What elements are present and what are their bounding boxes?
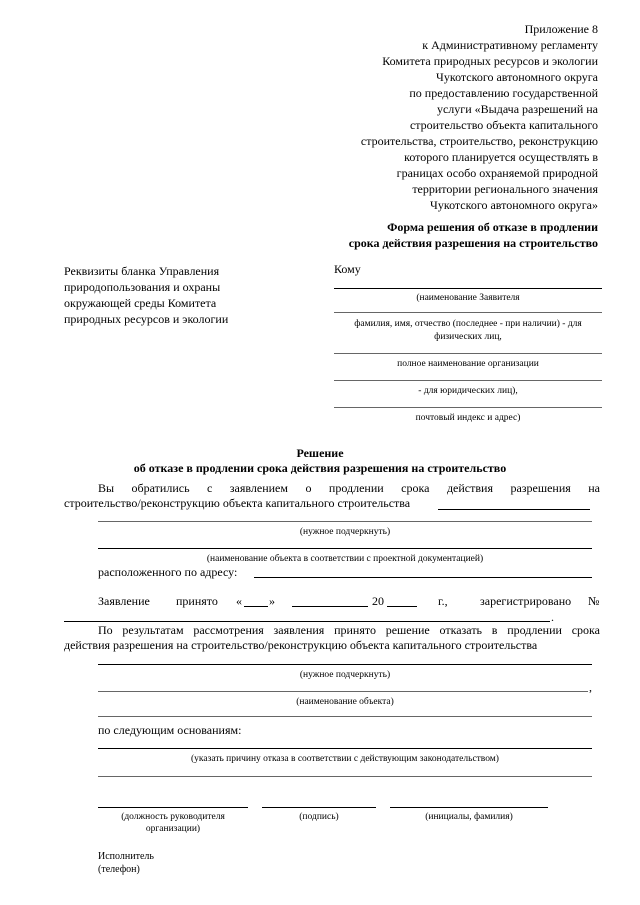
appendix-line: которого планируется осуществлять в (404, 150, 598, 164)
para1-line1: Вы обратились с заявлением о продлении срока действия разрешения на (98, 481, 600, 495)
letterhead-line: Реквизиты бланка Управления (64, 264, 220, 278)
position-field[interactable] (98, 807, 248, 808)
address-field[interactable] (254, 577, 592, 578)
recipient-address-line[interactable] (334, 407, 602, 408)
appendix-line: Комитета природных ресурсов и экологии (382, 54, 598, 68)
accepted-word: № (588, 594, 600, 608)
para2-line1: По результатам рассмотрения заявления принято решение отказать в продлении срока (98, 623, 600, 637)
hint-position: организации) (145, 824, 201, 834)
grounds-label: по следующим основаниям: (98, 723, 242, 737)
recipient-fio-line[interactable] (334, 312, 602, 313)
hint-position: (должность руководителя (121, 812, 225, 822)
hint-underline: (нужное подчеркнуть) (299, 527, 391, 537)
comma-mark: , (589, 680, 592, 694)
signature-field[interactable] (262, 807, 376, 808)
letterhead-line: окружающей среды Комитета (64, 296, 217, 310)
form-title-line: срока действия разрешения на строительство (348, 236, 598, 250)
reason-field-2[interactable] (98, 776, 592, 777)
recipient-org-line[interactable] (334, 353, 602, 354)
object-field[interactable] (98, 691, 588, 692)
letterhead-line: природных ресурсов и экологии (64, 312, 229, 326)
appendix-line: Чукотского автономного округа (436, 70, 598, 84)
hint-underline: (нужное подчеркнуть) (299, 670, 391, 680)
accepted-word: « (236, 594, 242, 608)
month-field[interactable] (292, 606, 368, 607)
recipient-legal-line[interactable] (334, 380, 602, 381)
object-type-field-2[interactable] (98, 521, 592, 522)
day-field[interactable] (244, 606, 268, 607)
appendix-line: по предоставлению государственной (409, 86, 598, 100)
hint-legal: - для юридических лиц), (418, 386, 518, 396)
accepted-word: г., (438, 594, 448, 608)
hint-object-doc: (наименование объекта в соответствии с проектной документацией) (206, 554, 484, 564)
appendix-line: к Административному регламенту (422, 38, 598, 52)
appendix-line: строительства, строительство, реконструкцию (360, 134, 598, 148)
appendix-line: Чукотского автономного округа» (430, 198, 598, 212)
appendix-line: Приложение 8 (524, 22, 598, 36)
hint-applicant: (наименование Заявителя (416, 293, 520, 303)
hint-address: почтовый индекс и адрес) (415, 413, 521, 423)
hint-fio: фамилия, имя, отчество (последнее - при наличии) - для (354, 319, 582, 329)
recipient-name-line[interactable] (334, 288, 602, 289)
decision-subtitle: об отказе в продлении срока действия разрешения на строительство (133, 461, 507, 475)
accepted-word: принято (176, 594, 218, 608)
accepted-word: 20 (372, 594, 384, 608)
hint-initials: (инициалы, фамилия) (425, 812, 513, 822)
registration-number-field[interactable] (64, 621, 550, 622)
executor-phone: (телефон) (98, 864, 140, 875)
hint-reason: (указать причину отказа в соответствии с действующим законодательством) (191, 754, 499, 764)
recipient-to-label: Кому (334, 262, 361, 276)
para1-line2: строительство/реконструкцию объекта капитального строительства (64, 496, 411, 510)
decision-title: Решение (296, 446, 344, 460)
accepted-word: » (269, 594, 275, 608)
appendix-line: границах особо охраняемой природной (396, 166, 598, 180)
hint-org: полное наименование организации (397, 359, 539, 369)
para2-line2: действия разрешения на строительство/реконструкцию объекта капитального строительства (64, 638, 538, 652)
hint-object: (наименование объекта) (296, 697, 394, 707)
object-type-field-3[interactable] (98, 664, 592, 665)
hint-signature: (подпись) (299, 812, 339, 822)
letterhead-line: природопользования и охраны (64, 280, 221, 294)
reason-field[interactable] (98, 748, 592, 749)
object-name-field[interactable] (98, 548, 592, 549)
appendix-line: услуги «Выдача разрешений на (436, 102, 598, 116)
initials-field[interactable] (390, 807, 548, 808)
located-label: расположенного по адресу: (98, 565, 238, 579)
executor-label: Исполнитель (98, 851, 154, 862)
accepted-word: зарегистрировано (480, 594, 572, 608)
accepted-word: Заявление (98, 594, 150, 608)
object-field-2[interactable] (98, 716, 592, 717)
object-type-field[interactable] (438, 509, 590, 510)
year-field[interactable] (387, 606, 417, 607)
hint-fio: физических лиц, (434, 332, 502, 342)
period-mark: . (551, 610, 554, 624)
form-title-line: Форма решения об отказе в продлении (387, 220, 598, 234)
appendix-line: территории регионального значения (412, 182, 598, 196)
appendix-line: строительство объекта капитального (409, 118, 598, 132)
